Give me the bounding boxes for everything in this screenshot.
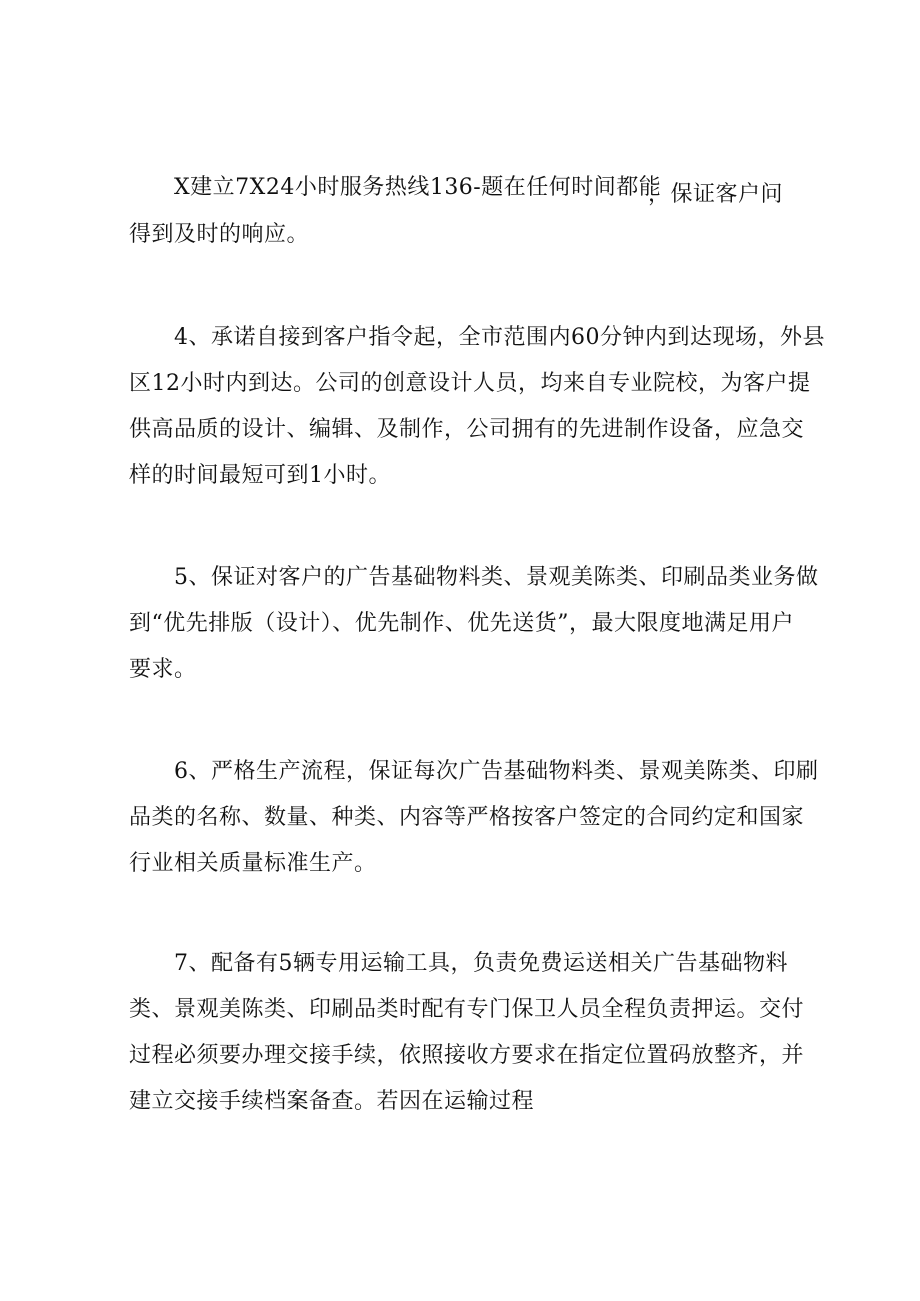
paragraph-4-line-2: 区12小时内到达。公司的创意设计人员，均来自专业院校，为客户提 [129,371,811,396]
paragraph-4-line-4: 样的时间最短可到1小时。 [129,463,391,488]
paragraph-4-line-1: 4、承诺自接到客户指令起，全市范围内60分钟内到达现场，外县 [174,325,825,350]
paragraph-6-line-3: 行业相关质量标准生产。 [129,851,377,876]
paragraph-3-line-1b: ，保证客户问 [648,182,784,207]
paragraph-3-line-1a: X建立7X24小时服务热线136-题在任何时间都能 [174,175,662,200]
paragraph-3-line-2: 得到及时的响应。 [129,222,310,247]
paragraph-6-line-2: 品类的名称、数量、种类、内容等严格按客户签定的合同约定和国家 [129,805,805,830]
paragraph-5-line-3: 要求。 [129,657,197,682]
paragraph-7-line-4: 建立交接手续档案备查。若因在运输过程 [129,1089,535,1114]
paragraph-7-line-2: 类、景观美陈类、印刷品类时配有专门保卫人员全程负责押运。交付 [129,997,805,1022]
paragraph-7-line-1: 7、配备有5辆专用运输工具，负责免费运送相关广告基础物料 [174,951,788,976]
paragraph-4-line-3: 供高品质的设计、编辑、及制作，公司拥有的先进制作设备，应急交 [129,417,805,442]
paragraph-7-line-3: 过程必须要办理交接手续，依照接收方要求在指定位置码放整齐，并 [129,1043,805,1068]
paragraph-5-line-1: 5、保证对客户的广告基础物料类、景观美陈类、印刷品类业务做 [174,565,819,590]
paragraph-5-line-2: 到“优先排版（设计）、优先制作、优先送货”，最大限度地满足用户 [129,611,794,636]
paragraph-6-line-1: 6、严格生产流程，保证每次广告基础物料类、景观美陈类、印刷 [174,759,819,784]
